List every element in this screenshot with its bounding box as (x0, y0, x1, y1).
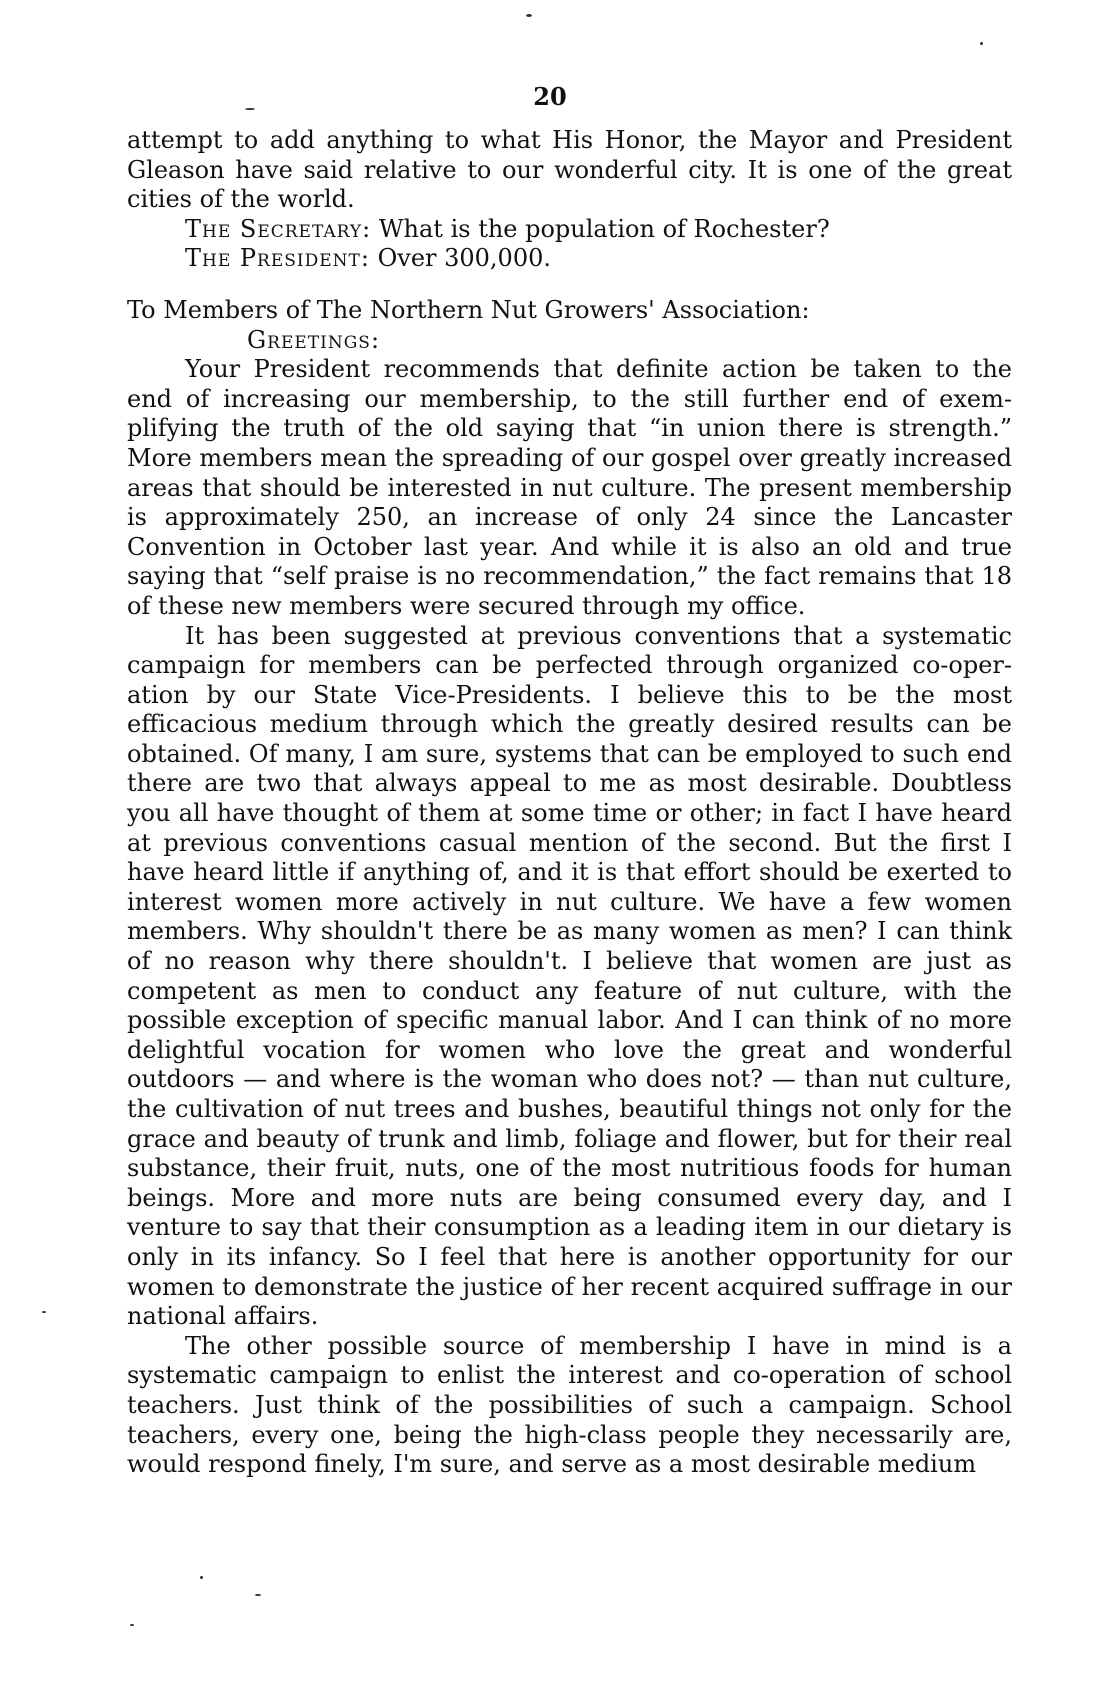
body-paragraph: It has been suggested at previous conventions that a systematic campaign for members can be perfected through organized co-operation by our State Vice-Presidents. I believe this to be the most efficacious medium through which the greatly desired results can be obtained. Of many, I am sure, systems that can be employed to such end there are two that always appeal to me as most desirable. Doubtless you all have thought of them at some time or other; in fact I have heard at previous conventions casual mention of the second. But the first I have heard little if anything of, and it is that effort should be exerted to interest women more actively in nut culture. We have a few women members. Why shouldn't there be as many women as men? I can think of no reason why there shouldn't. I believe that women are just as competent as men to conduct any feature of nut culture, with the possible exception of specific manual labor. And I can think of no more delightful vocation for women who love the great and wonderful outdoors — and where is the woman who does not? — than nut culture, the cultivation of nut trees and bushes, beautiful things not only for the grace and beauty of trunk and limb, foliage and flower, but for their real substance, their fruit, nuts, one of the most nutritious foods for human beings. More and more nuts are being consumed every day, and I venture to say that their consumption as a leading item in our dietary is only in its infancy. So I feel that here is another opportunity for our women to demonstrate the justice of her recent acquired suffrage in our national affairs. (127, 621, 1012, 1331)
speaker-label: The President: (185, 244, 370, 273)
dialogue-text: Over 300,000. (377, 244, 551, 273)
scan-speck (980, 42, 983, 45)
dialogue-line (127, 215, 1012, 245)
address-heading: To Members of The Northern Nut Growers' Association: (127, 295, 810, 324)
dialogue-line (127, 244, 1012, 274)
scan-speck (42, 1311, 46, 1313)
scan-speck (526, 14, 532, 17)
scan-speck (200, 1576, 203, 1579)
page-number: 20 (533, 82, 567, 111)
scan-speck (255, 1594, 261, 1596)
speaker-label: The Secretary: (185, 214, 372, 243)
document-body (127, 126, 1012, 1480)
body-paragraph: Your President recommends that definite action be taken to the end of increasing our membership, to the still further end of exemplifying the truth of the old saying that “in union there is strength.” More members mean the spreading of our gospel over greatly increased areas that should be interested in nut culture. The present membership is approximately 250, an increase of only 24 since the Lancaster Convention in October last year. And while it is also an old and true saying that “self praise is no recommendation,” the fact remains that 18 of these new members were secured through my office. (127, 355, 1012, 620)
body-paragraph: The other possible source of membership I have in mind is a systematic campaign to enlist the interest and co-operation of school teachers. Just think of the possibilities of such a campaign. School teachers, every one, being the high-class people they necessarily are, would respond finely, I'm sure, and serve as a most desirable medium (127, 1331, 1012, 1479)
scan-speck (130, 1624, 134, 1626)
salutation: Greetings: (247, 325, 381, 354)
dialogue-text: What is the population of Rochester? (378, 214, 830, 243)
opening-paragraph: attempt to add anything to what His Honor, the Mayor and President Gleason have said relative to our wonderful city. It is one of the great cities of the world. (127, 126, 1012, 214)
